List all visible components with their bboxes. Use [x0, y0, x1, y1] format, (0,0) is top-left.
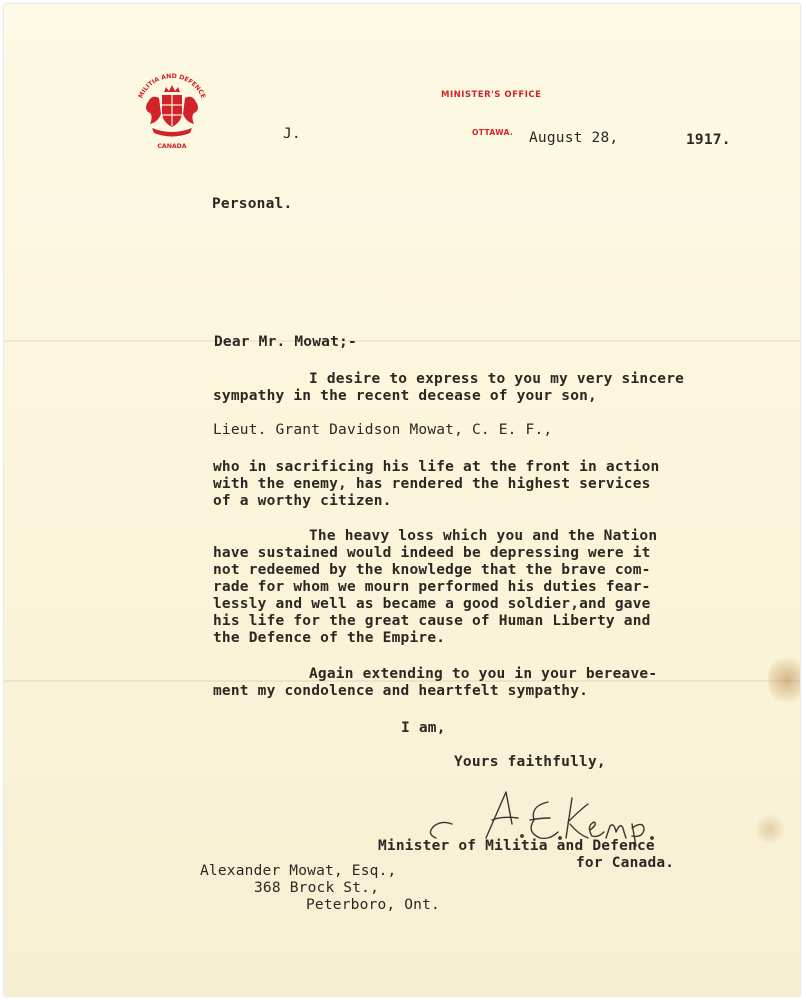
personal-marker: Personal. [212, 196, 293, 212]
city-letterhead: OTTAWA. [472, 128, 514, 137]
svg-text:CANADA: CANADA [157, 143, 187, 150]
body-line: Again extending to you in your bereave- [309, 666, 658, 682]
recipient-name: Alexander Mowat, Esq., [200, 863, 397, 879]
body-line: have sustained would indeed be depressing were it [213, 545, 651, 561]
body-line: not redeemed by the knowledge that the brave com- [213, 562, 651, 578]
body-line: who in sacrificing his life at the front in action [213, 459, 660, 475]
recipient-street: 368 Brock St., [254, 880, 380, 896]
body-line: ment my condolence and heartfelt sympathy. [213, 683, 589, 699]
paper-fold [4, 340, 800, 342]
letter-year: 1917. [686, 132, 731, 148]
body-line: sympathy in the recent decease of your son, [213, 388, 597, 404]
office-letterhead: MINISTER'S OFFICE [441, 90, 542, 100]
salutation: Dear Mr. Mowat;- [214, 334, 357, 350]
body-line: lessly and well as became a good soldier,and gave [213, 596, 651, 612]
body-line: of a worthy citizen. [213, 493, 392, 509]
body-line: with the enemy, has rendered the highest services [213, 476, 651, 492]
age-stain [768, 654, 800, 706]
body-line: his life for the great cause of Human Liberty and [213, 613, 651, 629]
closing-i-am: I am, [401, 720, 446, 736]
body-line: I desire to express to you my very sincere [309, 371, 685, 387]
signatory-title: Minister of Militia and Defence [378, 838, 655, 854]
honoree-name: Lieut. Grant Davidson Mowat, C. E. F., [213, 422, 553, 438]
svg-text:MILITIA AND DEFENCE: MILITIA AND DEFENCE [137, 72, 207, 100]
age-stain [756, 814, 784, 844]
file-initial: J. [283, 126, 301, 142]
militia-crest-logo [130, 68, 214, 152]
closing-yours: Yours faithfully, [454, 754, 606, 770]
recipient-city: Peterboro, Ont. [306, 897, 440, 913]
body-line: the Defence of the Empire. [213, 630, 446, 646]
letter-paper [4, 4, 800, 996]
signatory-title-country: for Canada. [576, 855, 675, 871]
body-line: rade for whom we mourn performed his duties fear- [213, 579, 651, 595]
body-line: The heavy loss which you and the Nation [309, 528, 658, 544]
letter-date: August 28, [529, 130, 619, 146]
